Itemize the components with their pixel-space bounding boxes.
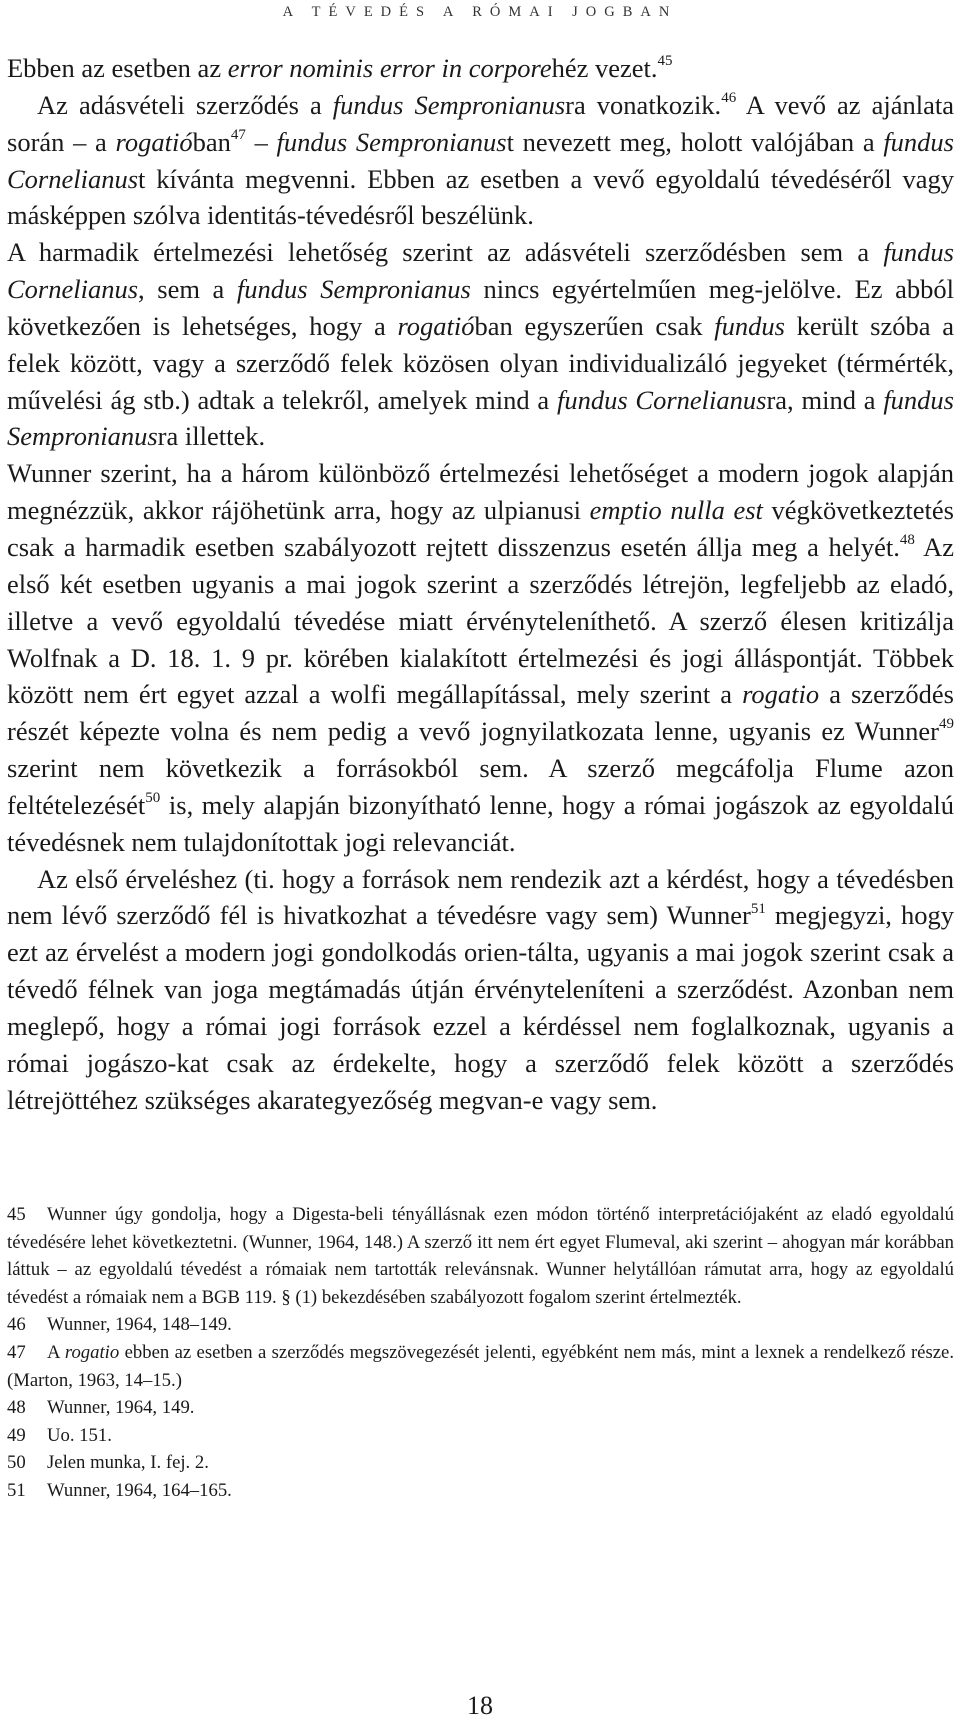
footnotes [7,1201,954,1505]
italic-term: rogatió [115,126,193,157]
footnote [7,1311,954,1339]
text-run: került szóba a felek között, vagy a szerződő felek közösen olyan individualizáló jegyeket (térmérték, művelési ág stb.) adtak a telekről, amelyek mind a [7,310,954,415]
running-head: A TÉVEDÉS A RÓMAI JOGBAN [282,4,678,20]
footnote-number: 51 [7,1479,26,1501]
text-run: szerint nem következik a forrásokból sem. A szerző megcáfolja Flume azon feltételezését [7,753,954,820]
footnote-number: 47 [7,1341,26,1363]
text-run: , sem a [138,274,237,305]
text-run: nincs egyértelműen meg-jelölve. Ez abból következően is lehetséges, hogy a [7,274,954,341]
text-run: ra vonatkozik. [565,89,722,120]
footnote-number: 45 [7,1204,26,1225]
paragraph [7,87,954,234]
italic-term: fundus Sempronianus [236,274,471,305]
text-run: ebben az esetben a szerződés megszövegezését jelenti, egyébként nem más, mint a lexnek a rendelkező része. (Marton, 1963, 14–15.) [7,1341,954,1391]
text-run: végkövetkeztetés csak a harmadik esetben szabályozott rejtett disszenzus esetén állja meg a helyét. [7,495,954,562]
text-run: – [245,126,277,157]
text-run: t kívánta megvenni. Ebben az esetben a vevő egyoldalú tévedéséről vagy másképpen szólva identitás-tévedésről beszélünk. [7,163,954,231]
italic-term: error nominis error in corpore [227,53,552,83]
text-run: Jelen munka, I. fej. 2. [47,1452,209,1474]
text-run: is, mely alapján bizonyítható lenne, hogy a római jogászok az egyoldalú tévedésnek nem tulajdonítottak jogi relevanciát. [7,789,954,857]
footnote [7,1201,954,1311]
text-run: ban egyszerűen csak [474,310,715,341]
paragraph [7,50,954,87]
italic-term: fundus Sempronianus [7,384,954,452]
italic-term: fundus Cornelianus [7,237,954,305]
paragraph [7,455,954,860]
text-run: ra illettek. [157,421,266,452]
page-number: 18 [467,1691,493,1720]
text-run: Az adásvételi szerződés a [37,89,333,120]
footnote-ref[interactable]: 51 [750,900,766,917]
text-run: Wunner úgy gondolja, hogy a Digesta-beli tényállásnak ezen módon történő interpretációjaként az eladó egyoldalú tévedésére lehet következtetni. (Wunner, 1964, 148.) A szerző itt nem ért egyet Flumeval, aki szerint – ahogyan már korábban láttuk – az egyoldalú tévedést a rómaiak nem tartották relevánsnak. Wunner helytállóan rámutat arra, hogy az egyoldalú tévedést a rómaiak nem a BGB 119. § (1) bekezdésében szabályozott fogalom szerint értelmezték. [7,1204,954,1308]
footnote [7,1422,954,1450]
italic-term: fundus Sempronianus [276,126,507,157]
text-run: Az első érveléshez (ti. hogy a források nem rendezik azt a kérdést, hogy a tévedésben nem lévő szerződő fél is hivatkozhat a tévedésre vagy sem) Wunner [7,863,954,931]
text-run: ban [192,126,231,157]
italic-term: rogatio [64,1341,120,1363]
footnote-ref[interactable]: 45 [657,53,673,70]
italic-term: fundus Cornelianus [7,126,954,194]
text-run: Az első két esetben ugyanis a mai jogok szerint a szerződés létrejön, legfeljebb az eladó, illetve a vevő egyoldalú tévedése miatt érvényteleníthető. A szerző élesen kritizálja Wolfnak a D. 18. 1. 9 pr. körében kialakított értelmezési és jogi álláspontját. Többek között nem ért egyet azzal a wolfi megállapítással, mely szerint a [7,531,954,710]
italic-term: rogatió [397,310,475,341]
text-run: ra, mind a [766,384,884,415]
italic-term: rogatio [742,679,820,710]
footnote-number: 48 [7,1397,26,1419]
text-run: Ebben az esetben az [7,53,228,83]
footnote-ref[interactable]: 47 [230,126,246,143]
text-run: t nevezett meg, holott valójában a [506,126,884,157]
footnote-number: 49 [7,1424,26,1446]
footnote-number: 46 [7,1314,26,1336]
text-run: Wunner, 1964, 164–165. [47,1479,232,1501]
footnote-ref[interactable]: 49 [939,716,954,733]
text-run: Wunner, 1964, 149. [47,1397,195,1419]
text-run: megjegyzi, hogy ezt az érvelést a modern jogi gondolkodás orien-tálta, ugyanis a mai jogok szerint csak a tévedő félnek van joga megtámadás útján érvényteleníteni a szerződést. Azonban nem meglepő, hogy a római jogi források ezzel a kérdéssel nem foglalkoznak, ugyanis a római jogászo-kat csak az érdekelte, hogy a szerződő felek között a szerződés létrejöttéhez szükséges akarategyezőség megvan-e vagy sem. [7,900,954,1115]
text-run: héz vezet. [551,53,658,83]
body-text [7,50,954,1118]
italic-term: fundus [714,310,785,341]
text-run: A harmadik értelmezési lehetőség szerint az adásvételi szerződésben sem a [7,237,884,268]
footnote-ref[interactable]: 50 [145,790,161,807]
italic-term: fundus Sempronianus [332,89,566,120]
italic-term: emptio nulla est [589,495,763,526]
footnote [7,1449,954,1477]
footnote-number: 50 [7,1452,26,1474]
paragraph [7,234,954,455]
text-run: Wunner, 1964, 148–149. [47,1314,232,1336]
text-run: Wunner szerint, ha a három különböző értelmezési lehetőséget a modern jogok alapján megnézzük, akkor rájöhetünk arra, hogy az ulpianusi [7,458,954,526]
italic-term: fundus Cornelianus [556,384,767,415]
text-run: A [47,1341,65,1363]
footnote-ref[interactable]: 46 [721,90,737,107]
footnote [7,1339,954,1394]
paragraph [7,861,954,1119]
text-run: A vevő az ajánlata során – a [7,89,954,157]
text-run: Uo. 151. [47,1424,112,1446]
footnote [7,1477,954,1505]
text-run: a szerződés részét képezte volna és nem pedig a vevő jognyilatkozata lenne, ugyanis ez Wunner [7,679,954,747]
footnote-ref[interactable]: 48 [899,532,915,549]
footnote [7,1394,954,1422]
